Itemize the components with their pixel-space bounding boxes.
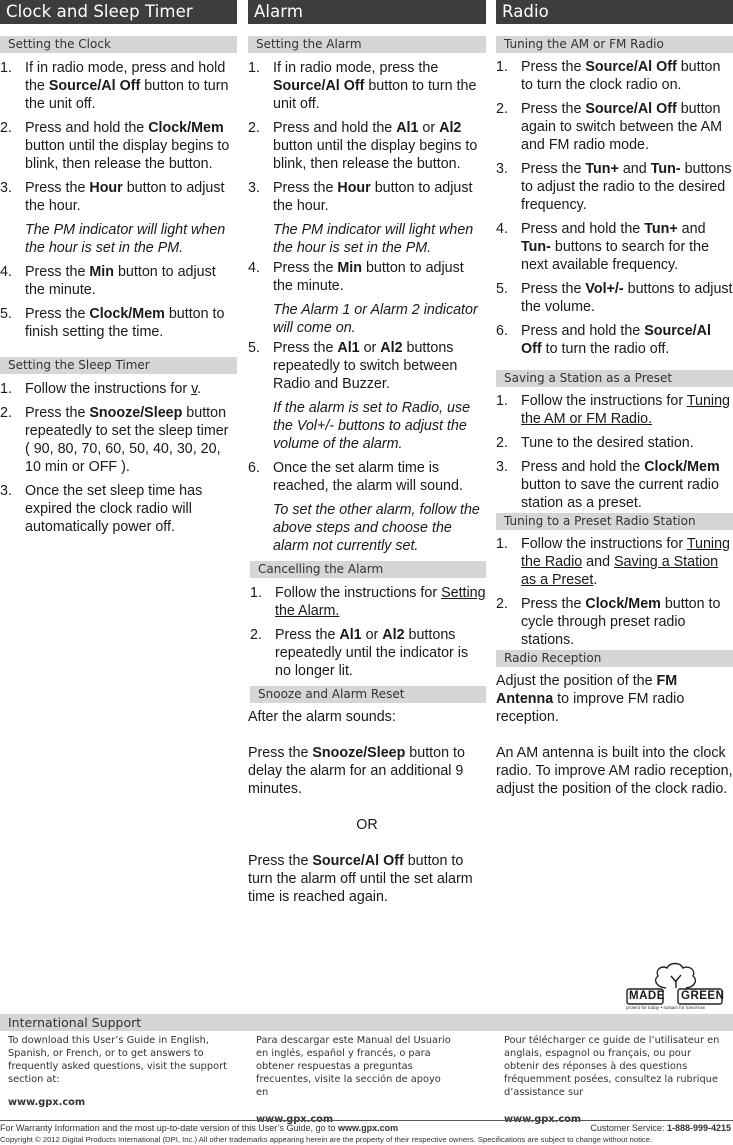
cancel-alarm-heading: Cancelling the Alarm xyxy=(250,561,486,578)
sleep-timer-steps xyxy=(0,380,237,536)
snooze-paragraph: Press the Snooze/Sleep button to delay the alarm for an additional 9 minutes. xyxy=(248,745,465,797)
setting-clock-heading: Setting the Clock xyxy=(0,36,237,53)
list-item: 1. Press the Source/Al Off button to turn the clock radio on. xyxy=(496,59,721,93)
preset-steps xyxy=(496,392,733,512)
clock-column xyxy=(0,0,237,542)
radio-column xyxy=(496,0,733,798)
setting-alarm-link[interactable]: Setting the Alarm. xyxy=(275,585,486,619)
list-item: 5. Press the Vol+/- buttons to adjust the volume. xyxy=(496,281,733,315)
customer-service: Customer Service: 1-888-999-4215 xyxy=(590,1123,731,1133)
list-item: 6. Press and hold the Source/Al Off to turn the radio off. xyxy=(496,323,711,357)
list-item: 1. If in radio mode, press and hold the Source/Al Off button to turn the unit off. xyxy=(0,60,229,112)
support-url-link[interactable]: www.gpx.com xyxy=(504,1114,582,1125)
setting-alarm-steps xyxy=(248,59,486,555)
fm-antenna-paragraph: Adjust the position of the FM Antenna to improve FM radio reception. xyxy=(496,673,685,725)
list-item: 5. Press the Clock/Mem button to finish setting the time. xyxy=(0,306,225,340)
list-item: 2. Tune to the desired station. xyxy=(496,435,694,451)
clock-banner: Clock and Sleep Timer xyxy=(0,0,237,24)
list-item: 4. Press and hold the Tun+ and Tun- buttons to search for the next available frequency. xyxy=(496,221,710,273)
snooze-heading: Snooze and Alarm Reset xyxy=(250,686,486,703)
logo-tagline: protect for today • sustain for tomorrow xyxy=(626,1005,705,1010)
list-item: 1. Follow the instructions for Tuning the Radio and Saving a Station as a Preset. xyxy=(496,536,730,588)
list-item: 2. Press the Snooze/Sleep button repeatedly to set the sleep timer ( 90, 80, 70, 60, 50, 40, 30, 20, 10 min or OFF ). xyxy=(0,405,229,475)
list-item: 3. Press the Hour button to adjust the hour. The PM indicator will light when the hour is set in the PM. xyxy=(248,180,474,256)
setting-clock-steps xyxy=(0,59,237,341)
list-item: 3. Press and hold the Clock/Mem button to save the current radio station as a preset. xyxy=(496,459,720,511)
preset-heading: Saving a Station as a Preset xyxy=(496,370,733,387)
list-item: 6. Once the set alarm time is reached, the alarm will sound. To set the other alarm, follow the above steps and choose the alarm not currently set. xyxy=(248,460,480,554)
list-item: 5. Press the Al1 or Al2 buttons repeatedly to switch between Radio and Buzzer. If the alarm is set to Radio, use the Vol+/- buttons to adjust the volume of the alarm. xyxy=(248,340,471,452)
list-item: 1. Follow the instructions for Setting the Alarm. xyxy=(250,585,486,619)
tune-preset-heading: Tuning to a Preset Radio Station xyxy=(496,513,733,530)
am-antenna-paragraph: An AM antenna is built into the clock radio. To improve AM radio reception, adjust the position of the clock radio. xyxy=(496,745,733,797)
list-item: 2. Press and hold the Al1 or Al2 button until the display begins to blink, then release the button. xyxy=(248,120,478,172)
international-support-heading: International Support xyxy=(0,1014,733,1031)
snooze-intro: After the alarm sounds: xyxy=(248,709,396,725)
tuning-radio-link[interactable]: Tuning the Radio xyxy=(521,536,730,570)
list-item: 1. If in radio mode, press the Source/Al Off button to turn the unit off. xyxy=(248,60,477,112)
tune-preset-steps xyxy=(496,535,733,649)
list-item: 2. Press the Al1 or Al2 buttons repeatedly until the indicator is no longer lit. xyxy=(250,627,469,679)
tuning-link[interactable]: Tuning the AM or FM Radio. xyxy=(521,393,730,427)
footer-divider xyxy=(0,1120,733,1121)
copyright-text: Copyright © 2012 Digital Products International (DPI, Inc.) All other trademarks appearing herein are the property of their respective owners. Specifications are subject to change without notice. xyxy=(0,1135,653,1144)
list-item: 3. Press the Hour button to adjust the hour. The PM indicator will light when the hour is set in the PM. xyxy=(0,180,226,256)
sleep-timer-heading: Setting the Sleep Timer xyxy=(0,357,237,374)
list-item: 1. Follow the instructions for Tuning the AM or FM Radio. xyxy=(496,393,730,427)
logo-made-text: MADE xyxy=(629,990,665,1002)
support-english: To download this User’s Guide in English, Spanish, or French, or to get answers to frequently asked questions, visit the support section at: www.gpx.com xyxy=(8,1034,240,1109)
or-divider: OR xyxy=(356,817,378,833)
alarm-column xyxy=(248,0,486,906)
setting-clock-link[interactable]: v xyxy=(191,381,198,397)
list-item: 4. Press the Min button to adjust the minute. xyxy=(0,264,216,298)
list-item: 2. Press the Source/Al Off button again to switch between the AM and FM radio mode. xyxy=(496,101,723,153)
list-item: 3. Once the set sleep time has expired the clock radio will automatically power off. xyxy=(0,483,203,535)
list-item: 1. Follow the instructions for v. xyxy=(0,381,202,397)
warranty-text: For Warranty Information and the most up-to-date version of this User’s Guide, go to www.gpx.com xyxy=(0,1123,399,1133)
saving-preset-link[interactable]: Saving a Station as a Preset xyxy=(521,554,719,588)
radio-banner: Radio xyxy=(496,0,733,24)
support-url-link[interactable]: www.gpx.com xyxy=(8,1097,86,1108)
logo-green-text: GREEN xyxy=(681,990,725,1002)
list-item: 2. Press the Clock/Mem button to cycle through preset radio stations. xyxy=(496,596,721,648)
alarm-off-paragraph: Press the Source/Al Off button to turn the alarm off until the set alarm time is reached again. xyxy=(248,853,473,905)
warranty-url-link[interactable]: www.gpx.com xyxy=(338,1123,399,1133)
tuning-heading: Tuning the AM or FM Radio xyxy=(496,36,733,53)
list-item: 2. Press and hold the Clock/Mem button until the display begins to blink, then release the button. xyxy=(0,120,230,172)
list-item: 4. Press the Min button to adjust the minute. The Alarm 1 or Alarm 2 indicator will come on. xyxy=(248,260,478,336)
support-url-link[interactable]: www.gpx.com xyxy=(256,1114,334,1125)
support-spanish: Para descargar este Manual del Usuario en inglés, español y francés, o para obtener respuestas a preguntas frecuentes, visite la sección de apoyo en www.gpx.com xyxy=(256,1034,456,1126)
support-french: Pour télécharger ce guide de l’utilisateur en anglais, espagnol ou français, ou pour obtenir des réponses à des questions fréquemment posées, consultez la rubrique d’assistance sur www.gpx.com xyxy=(504,1034,726,1126)
made-green-logo xyxy=(626,960,726,1012)
reception-heading: Radio Reception xyxy=(496,650,733,667)
setting-alarm-heading: Setting the Alarm xyxy=(248,36,486,53)
list-item: 3. Press the Tun+ and Tun- buttons to adjust the radio to the desired frequency. xyxy=(496,161,732,213)
cancel-alarm-steps xyxy=(250,584,486,680)
alarm-banner: Alarm xyxy=(248,0,486,24)
tuning-steps xyxy=(496,58,733,358)
